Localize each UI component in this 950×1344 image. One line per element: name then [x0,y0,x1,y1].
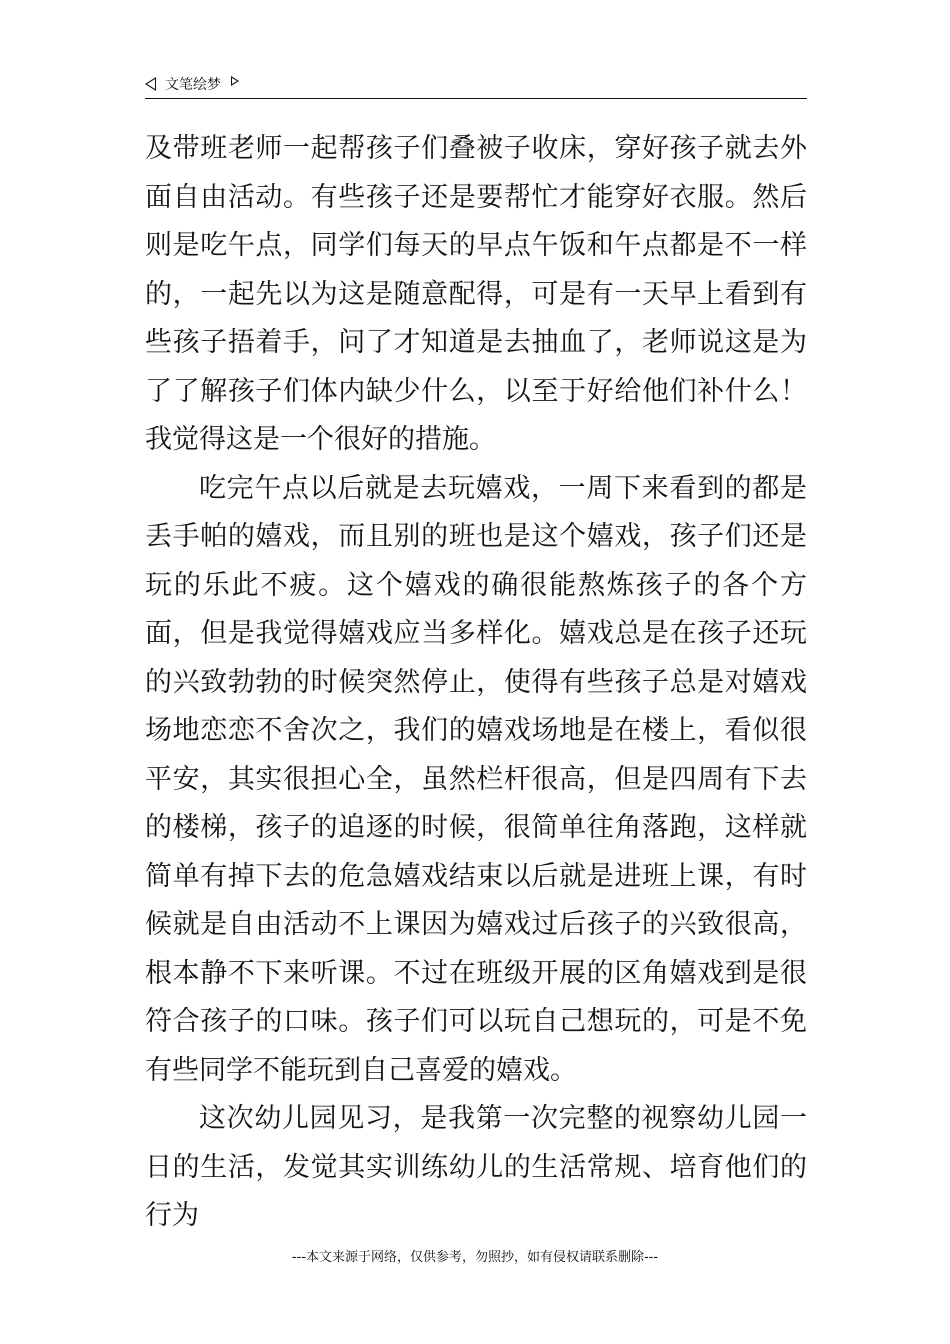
page-footer: ---本文来源于网络，仅供参考，勿照抄，如有侵权请联系删除--- [291,1250,659,1265]
paragraph-1: 及带班老师一起帮孩子们叠被子收床，穿好孩子就去外面自由活动。有些孩子还是要帮忙才能穿好衣服。然后则是吃午点，同学们每天的早点午饭和午点都是不一样的，一起先以为这是随意配得，可是有一天早上看到有些孩子捂着手，问了才知道是去抽血了，老师说这是为了了解孩子们体内缺少什么，以至于好给他们补什么！我觉得这是一个很好的措施。 [145,133,807,455]
paragraph-3: 这次幼儿园见习，是我第一次完整的视察幼儿园一日的生活，发觉其实训练幼儿的生活常规、培育他们的行为 [145,1103,807,1231]
triangle-right-icon [231,76,239,86]
triangle-left-icon [145,77,156,91]
header-brand [145,74,239,94]
header-brand-text: 文笔绘梦 [165,77,221,93]
page-header [145,72,807,99]
paragraph-2: 吃完午点以后就是去玩嬉戏，一周下来看到的都是丢手帕的嬉戏，而且别的班也是这个嬉戏，孩子们还是玩的乐此不疲。这个嬉戏的确很能熬炼孩子的各个方面，但是我觉得嬉戏应当多样化。嬉戏总是在孩子还玩的兴致勃勃的时候突然停止，使得有些孩子总是对嬉戏场地恋恋不舍次之，我们的嬉戏场地是在楼上，看似很平安，其实很担心全，虽然栏杆很高，但是四周有下去的楼梯，孩子的追逐的时候，很简单往角落跑，这样就简单有掉下去的危急嬉戏结束以后就是进班上课，有时候就是自由活动不上课因为嬉戏过后孩子的兴致很高，根本静不下来听课。不过在班级开展的区角嬉戏到是很符合孩子的口味。孩子们可以玩自己想玩的，可是不免有些同学不能玩到自己喜爱的嬉戏。 [145,472,807,1086]
document-body [145,125,807,1241]
